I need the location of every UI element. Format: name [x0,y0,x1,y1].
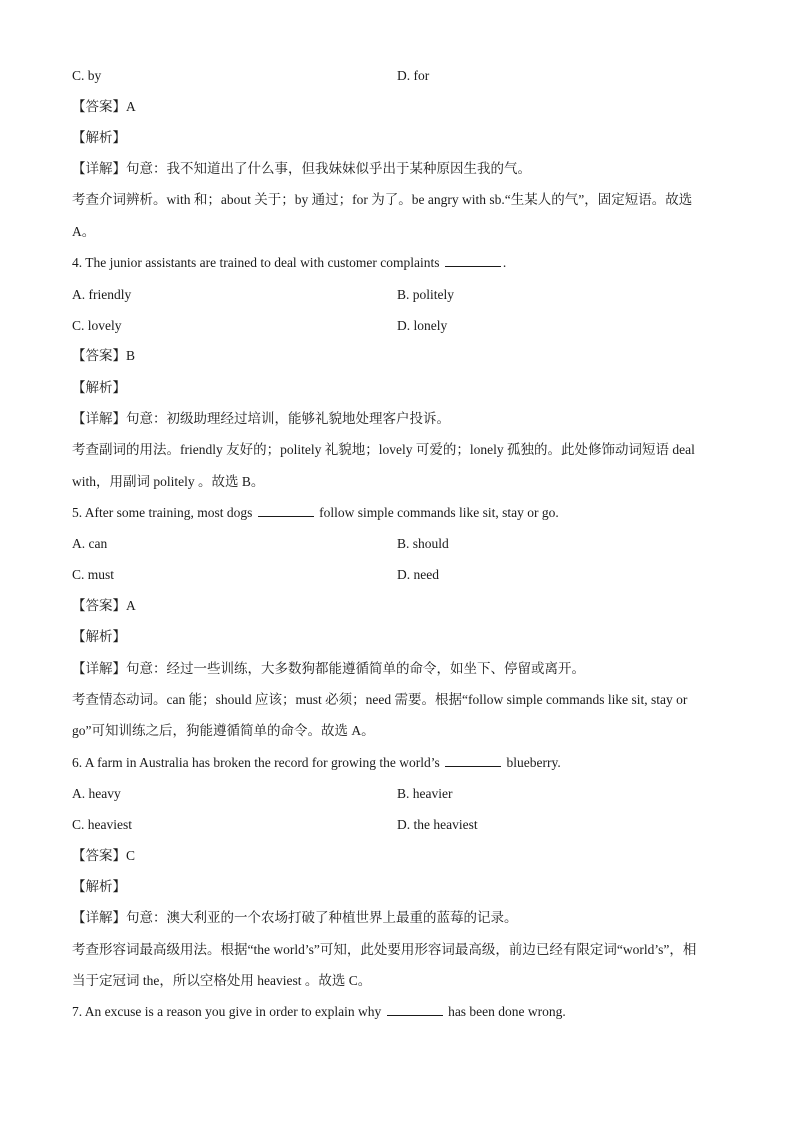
q4-blank [445,254,501,267]
q4-analysis-heading: 【解析】 [72,380,126,395]
q6-stem-after: blueberry. [506,755,561,770]
q6-stem [72,753,724,773]
q5-analysis-heading: 【解析】 [72,629,126,644]
q5-option-b: B. should [397,536,449,551]
q4-explanation-line-1: 考查副词的用法。friendly 友好的；politely 礼貌地；lovely 可爱的；lonely 孤独的。此处修饰动词短语 deal [72,442,695,457]
q6-stem-before: 6. A farm in Australia has broken the record for growing the world’s [72,755,440,770]
q4-stem-before: 4. The junior assistants are trained to deal with customer complaints [72,255,440,270]
q3-explanation-line-1: 考查介词辨析。with 和；about 关于；by 通过；for 为了。be angry with sb.“生某人的气”，固定短语。故选 [72,192,693,207]
q4-answer: 【答案】B [72,348,136,363]
q5-stem-after: follow simple commands like sit, stay or go. [319,505,559,520]
q7-stem [72,1002,724,1022]
q3-explanation-line-2: A。 [72,224,96,239]
q3-option-c: C. by [72,68,102,83]
q6-explanation-line-1: 考查形容词最高级用法。根据“the world’s”可知，此处要用形容词最高级，前边已经有限定词“world’s”，相 [72,942,697,957]
q3-answer: 【答案】A [72,99,136,114]
q3-option-d: D. for [397,68,430,83]
q3-detail: 【详解】句意：我不知道出了什么事，但我妹妹似乎出于某种原因生我的气。 [72,161,531,176]
q3-analysis-heading: 【解析】 [72,130,126,145]
q6-option-c: C. heaviest [72,817,132,832]
q7-blank [387,1003,443,1016]
q5-option-d: D. need [397,567,439,582]
q4-option-c: C. lovely [72,318,122,333]
q4-option-a: A. friendly [72,287,132,302]
q4-option-b: B. politely [397,287,454,302]
q6-option-d: D. the heaviest [397,817,478,832]
q4-stem [72,253,724,273]
q5-stem [72,503,724,523]
q6-blank [445,754,501,767]
q6-explanation-line-2: 当于定冠词 the，所以空格处用 heaviest 。故选 C。 [72,973,372,988]
q6-detail: 【详解】句意：澳大利亚的一个农场打破了种植世界上最重的蓝莓的记录。 [72,910,518,925]
q6-option-b: B. heavier [397,786,453,801]
q7-stem-after: has been done wrong. [448,1004,566,1019]
q4-option-d: D. lonely [397,318,448,333]
q6-analysis-heading: 【解析】 [72,879,126,894]
q5-explanation-line-2: go”可知训练之后，狗能遵循简单的命令。故选 A。 [72,723,375,738]
q4-detail: 【详解】句意：初级助理经过培训，能够礼貌地处理客户投诉。 [72,411,450,426]
q5-stem-before: 5. After some training, most dogs [72,505,253,520]
q4-explanation-line-2: with，用副词 politely 。故选 B。 [72,474,265,489]
q5-blank [258,504,314,517]
q5-answer: 【答案】A [72,598,136,613]
q5-explanation-line-1: 考查情态动词。can 能；should 应该；must 必须；need 需要。根据“follow simple commands like sit, stay or [72,692,688,707]
q6-answer: 【答案】C [72,848,136,863]
q4-stem-after: . [502,255,507,270]
q6-option-a: A. heavy [72,786,121,801]
q7-stem-before: 7. An excuse is a reason you give in order to explain why [72,1004,382,1019]
q5-option-a: A. can [72,536,108,551]
q5-option-c: C. must [72,567,115,582]
q5-detail: 【详解】句意：经过一些训练，大多数狗都能遵循简单的命令，如坐下、停留或离开。 [72,661,585,676]
